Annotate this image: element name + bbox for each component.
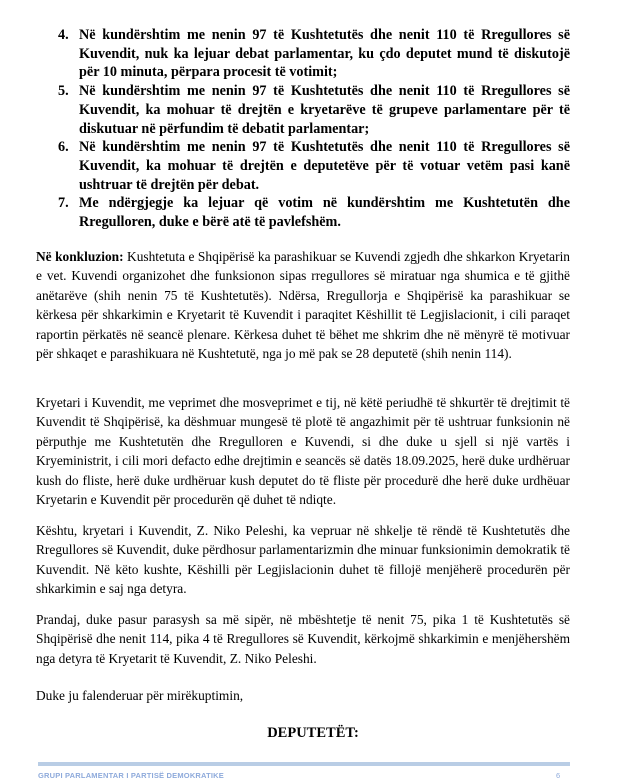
closing-line: Duke ju falenderuar për mirëkuptimin, (36, 688, 244, 703)
list-item (58, 82, 570, 138)
list-item (58, 26, 570, 82)
conclusion-paragraph (36, 247, 570, 363)
footer-divider (38, 762, 570, 766)
body-paragraph-2: Kështu, kryetari i Kuvendit, Z. Niko Peleshi, ka vepruar në shkelje të rëndë të Kushtetutës dhe Rregullores së Kuvendit, duke përdhosur parlamentarizmin dhe minuar funksionimin demokratik të Kuvendit. Në këto kushte, Këshilli për Legjislacionin duhet të fillojë menjëherë procedurën për shkarkimin e saj nga detyra. (36, 523, 570, 597)
body-paragraph-1: Kryetari i Kuvendit, me veprimet dhe mosveprimet e tij, në këtë periudhë të shkurtër të drejtimit të Kuvendit të Shqipërisë, ka dëshmuar mungesë të plotë të angazhimit për të ushtruar funksionin në përputhje me Kushtetutën dhe Rregulloren e Kuvendi, si dhe duke u sjell si një vartës i Kryeministrit, i cili mori defacto edhe drejtimin e seancës së datës 18.09.2025, herë duke urdhëruar kush do fliste, herë duke urdhëruar kush deputet do të fliste për procedurë dhe herë duke urdhëuar Kryetarin e Kuvendit për procedurën që duhet të ndiqte. (36, 395, 570, 508)
violations-list (58, 26, 570, 232)
list-item-text: Me ndërgjegje ka lejuar që votim në kundërshtim me Kushtetutën dhe Rregulloren, duke e bërë atë të pavlefshëm. (79, 195, 570, 231)
page-number: 6 (556, 771, 561, 780)
list-item (58, 138, 570, 194)
footer-org: GRUPI PARLAMENTAR I PARTISË DEMOKRATIKE (38, 771, 224, 780)
list-item-text: Në kundërshtim me nenin 97 të Kushtetutës dhe nenit 110 të Rregullores së Kuvendit, nuk ka lejuar debat parlamentar, ku çdo deputet mund të diskutojë për 10 minuta, përpara procesit të votimit; (79, 27, 570, 81)
list-item-text: Në kundërshtim me nenin 97 të Kushtetutës dhe nenit 110 të Rregullores së Kuvendit, ka mohuar të drejtën e kryetarëve të grupeve parlamentare për të diskutuar në përfundim të debatit parlamentar; (79, 83, 570, 137)
list-item-text: Në kundërshtim me nenin 97 të Kushtetutës dhe nenit 110 të Rregullores së Kuvendit, ka mohuar të drejtën e deputetëve për të votuar vetëm pasi kanë ushtruar të drejtën për debat. (79, 139, 570, 193)
conclusion-text: Kushtetuta e Shqipërisë ka parashikuar se Kuvendi zgjedh dhe shkarkon Kryetarin e vet. Kuvendi organizohet dhe funksionon sipas rregullores së miratuar nga shumica e të gjithë anëtarëve (shih nenin 75 të Kushtetutës). Ndërsa, Rregullorja e Shqipërisë ka parashikuar se kërkesa për shkarkimin e Kryetarit të Kuvendit i paraqitet Këshillit të Legjislacionit, i cili paraqet raportin përkatës në seancë plenare. Kërkesa duhet të bëhet me shkrim dhe në mënyrë të motivuar për shkaqet e parashikuara në Kushtetutë, nga jo më pak se 28 deputetë (shih nenin 114). (36, 249, 571, 362)
signature-heading: DEPUTETËT: (267, 725, 359, 741)
list-item-number: 4. (58, 27, 69, 43)
list-item-number: 7. (58, 195, 69, 212)
list-item (58, 194, 570, 231)
body-paragraph-3: Prandaj, duke pasur parasysh sa më sipër, në mbështetje të nenit 75, pika 1 të Kushtetutës së Shqipërisë dhe nenit 114, pika 4 të Rregullores së Kuvendit, kërkojmë shkarkimin e menjëhershëm nga detyra të Kryetarit të Kuvendit, Z. Niko Peleshi. (36, 612, 570, 666)
list-item-number: 6. (58, 139, 69, 156)
list-item-number: 5. (58, 83, 69, 100)
conclusion-label: Në konkluzion: (36, 249, 124, 264)
